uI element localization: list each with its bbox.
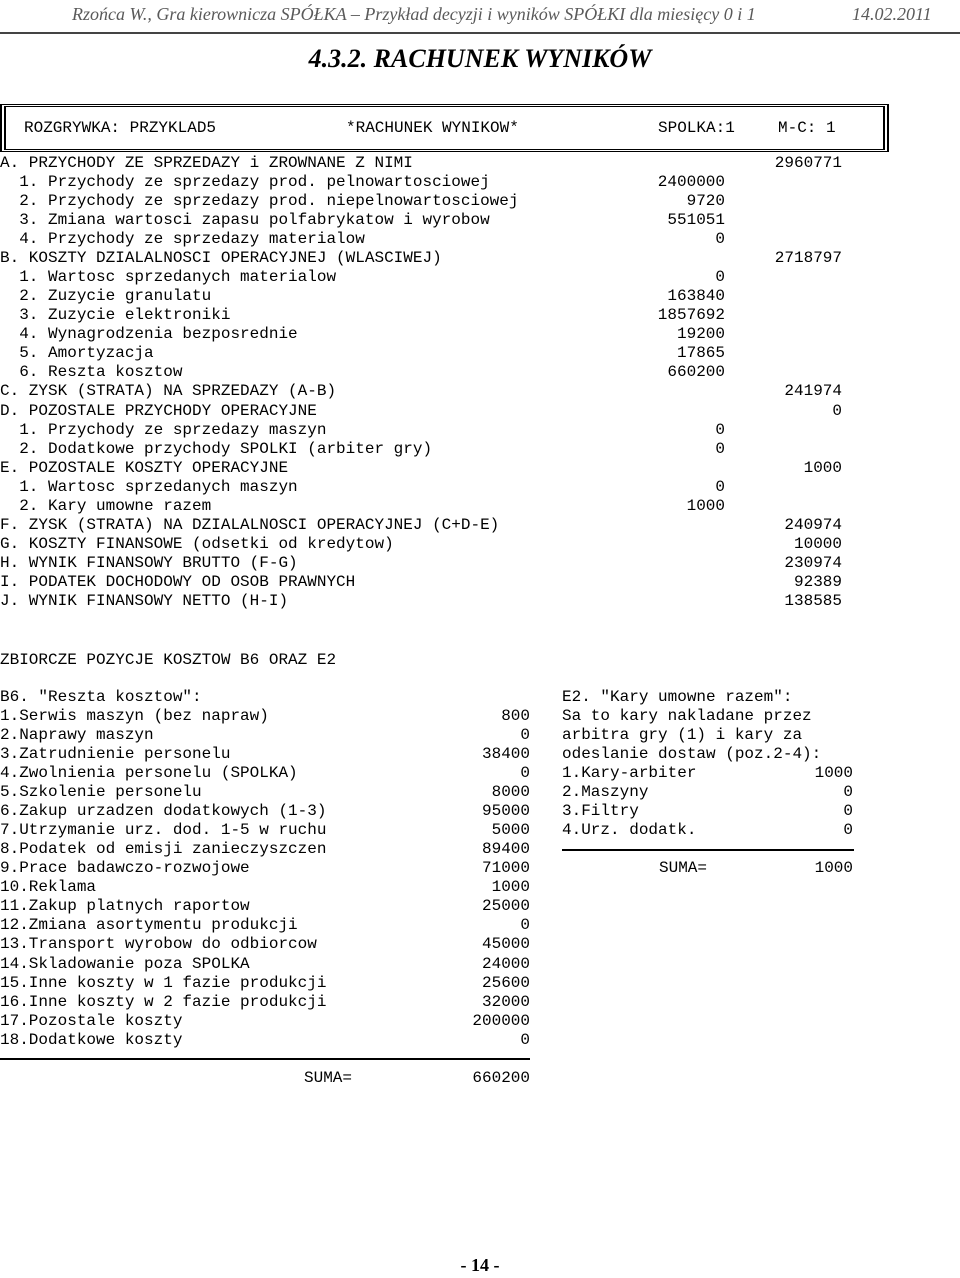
statement-row-label: 3. Zuzycie elektroniki	[0, 306, 231, 324]
statement-row-label: 2. Dodatkowe przychody SPOLKI (arbiter gry)	[0, 440, 433, 458]
statement-row-value: 9720	[686, 192, 725, 210]
b6-item-value: 71000	[481, 859, 530, 877]
statement-row-label: I. PODATEK DOCHODOWY OD OSOB PRAWNYCH	[0, 573, 356, 591]
b6-item-label: 11.Zakup platnych raportow	[0, 897, 250, 915]
statement-row-label: 3. Zmiana wartosci zapasu polfabrykatow i wyrobow	[0, 211, 490, 229]
statement-row-label: C. ZYSK (STRATA) NA SPRZEDAZY (A-B)	[0, 382, 337, 400]
b6-item-label: 7.Utrzymanie urz. dod. 1-5 w ruchu	[0, 821, 327, 839]
b6-item-label: 10.Reklama	[0, 878, 97, 896]
b6-sum-label: SUMA=	[304, 1069, 353, 1087]
statement-row-label: 6. Reszta kosztow	[0, 363, 183, 381]
b6-item-value: 8000	[491, 783, 530, 801]
b6-item-label: 17.Pozostale koszty	[0, 1012, 183, 1030]
game-name: ROZGRYWKA: PRZYKLAD5	[24, 119, 217, 137]
statement-row-value: 0	[715, 478, 725, 496]
statement-row-label: H. WYNIK FINANSOWY BRUTTO (F-G)	[0, 554, 298, 572]
b6-item-value: 32000	[481, 993, 530, 1011]
e2-sum-rule	[562, 849, 854, 851]
statement-row-label: 1. Przychody ze sprzedazy maszyn	[0, 421, 327, 439]
b6-item-value: 24000	[481, 955, 530, 973]
statement-row-label: 1. Wartosc sprzedanych materialow	[0, 268, 337, 286]
statement-row-value: 2400000	[657, 173, 725, 191]
b6-item-value: 0	[520, 764, 530, 782]
b6-item-value: 5000	[491, 821, 530, 839]
b6-item-label: 1.Serwis maszyn (bez napraw)	[0, 707, 269, 725]
b6-item-label: 12.Zmiana asortymentu produkcji	[0, 916, 298, 934]
statement-row-value: 92389	[793, 573, 842, 591]
statement-row-label: G. KOSZTY FINANSOWE (odsetki od kredytow)	[0, 535, 394, 553]
e2-item-label: 1.Kary-arbiter	[562, 764, 697, 782]
b6-heading: B6. "Reszta kosztow":	[0, 688, 202, 706]
statement-row-value: 17865	[676, 344, 725, 362]
statement-row-label: 4. Przychody ze sprzedazy materialow	[0, 230, 365, 248]
b6-item-label: 8.Podatek od emisji zanieczyszczen	[0, 840, 327, 858]
b6-sum-value: 660200	[472, 1069, 530, 1087]
statement-row-value: 1857692	[657, 306, 725, 324]
statement-row-value: 2960771	[774, 154, 842, 172]
statement-row-value: 19200	[676, 325, 725, 343]
statement-row-label: 5. Amortyzacja	[0, 344, 154, 362]
report-name: *RACHUNEK WYNIKOW*	[346, 119, 519, 137]
b6-item-value: 0	[520, 916, 530, 934]
e2-item-value: 0	[843, 802, 853, 820]
b6-item-value: 38400	[481, 745, 530, 763]
e2-desc-line-1: Sa to kary nakladane przez	[562, 707, 812, 725]
b6-item-value: 1000	[491, 878, 530, 896]
statement-row-label: F. ZYSK (STRATA) NA DZIALALNOSCI OPERACYJNEJ (C+D-E)	[0, 516, 500, 534]
b6-item-value: 89400	[481, 840, 530, 858]
e2-item-value: 1000	[814, 764, 853, 782]
statement-row-value: 0	[715, 230, 725, 248]
statement-row-value: 1000	[686, 497, 725, 515]
statement-row-value: 660200	[667, 363, 725, 381]
statement-row-label: 2. Kary umowne razem	[0, 497, 212, 515]
statement-row-value: 138585	[784, 592, 842, 610]
b6-item-label: 13.Transport wyrobow do odbiorcow	[0, 935, 317, 953]
b6-item-value: 200000	[472, 1012, 530, 1030]
statement-row-value: 0	[832, 402, 842, 420]
statement-row-value: 1000	[803, 459, 842, 477]
page-number: - 14 -	[460, 1255, 500, 1275]
e2-sum-value: 1000	[814, 859, 853, 877]
b6-item-label: 18.Dodatkowe koszty	[0, 1031, 183, 1049]
statement-row-label: A. PRZYCHODY ZE SPRZEDAZY i ZROWNANE Z NIMI	[0, 154, 413, 172]
statement-row-label: 2. Przychody ze sprzedazy prod. niepelnowartosciowej	[0, 192, 519, 210]
statement-row-value: 230974	[784, 554, 842, 572]
e2-sum-label: SUMA=	[659, 859, 708, 877]
b6-sum-rule	[0, 1058, 530, 1060]
b6-item-label: 15.Inne koszty w 1 fazie produkcji	[0, 974, 327, 992]
e2-item-label: 2.Maszyny	[562, 783, 649, 801]
b6-item-label: 16.Inne koszty w 2 fazie produkcji	[0, 993, 327, 1011]
e2-item-label: 3.Filtry	[562, 802, 639, 820]
statement-row-label: D. POZOSTALE PRZYCHODY OPERACYJNE	[0, 402, 317, 420]
e2-desc-line-2: arbitra gry (1) i kary za	[562, 726, 803, 744]
b6-item-label: 3.Zatrudnienie personelu	[0, 745, 231, 763]
b6-item-value: 25600	[481, 974, 530, 992]
b6-item-label: 4.Zwolnienia personelu (SPOLKA)	[0, 764, 298, 782]
statement-row-value: 0	[715, 268, 725, 286]
e2-item-label: 4.Urz. dodatk.	[562, 821, 697, 839]
header-rule	[0, 32, 960, 34]
statement-row-value: 2718797	[774, 249, 842, 267]
statement-row-value: 240974	[784, 516, 842, 534]
b6-item-value: 0	[520, 1031, 530, 1049]
statement-row-value: 163840	[667, 287, 725, 305]
b6-item-value: 95000	[481, 802, 530, 820]
b6-item-label: 2.Naprawy maszyn	[0, 726, 154, 744]
b6-item-value: 25000	[481, 897, 530, 915]
statement-row-value: 10000	[793, 535, 842, 553]
document-header-title: Rzońca W., Gra kierownicza SPÓŁKA – Przykład decyzji i wyników SPÓŁKI dla miesięcy 0 i 1	[72, 4, 756, 24]
document-header-date: 14.02.2011	[852, 4, 932, 24]
b6-item-value: 0	[520, 726, 530, 744]
company-label: SPOLKA:1	[658, 119, 735, 137]
b6-item-label: 5.Szkolenie personelu	[0, 783, 202, 801]
statement-row-label: 1. Przychody ze sprzedazy prod. pelnowartosciowej	[0, 173, 490, 191]
statement-row-label: 1. Wartosc sprzedanych maszyn	[0, 478, 298, 496]
e2-item-value: 0	[843, 783, 853, 801]
statement-row-value: 0	[715, 421, 725, 439]
statement-row-value: 551051	[667, 211, 725, 229]
b6-item-label: 14.Skladowanie poza SPOLKA	[0, 955, 250, 973]
b6-item-label: 9.Prace badawczo-rozwojowe	[0, 859, 250, 877]
statement-row-value: 241974	[784, 382, 842, 400]
statement-row-label: J. WYNIK FINANSOWY NETTO (H-I)	[0, 592, 289, 610]
month-label: M-C: 1	[778, 119, 836, 137]
e2-heading: E2. "Kary umowne razem":	[562, 688, 793, 706]
statement-row-label: E. POZOSTALE KOSZTY OPERACYJNE	[0, 459, 289, 477]
b6-item-label: 6.Zakup urzadzen dodatkowych (1-3)	[0, 802, 327, 820]
statement-row-label: B. KOSZTY DZIALALNOSCI OPERACYJNEJ (WLASCIWEJ)	[0, 249, 442, 267]
b6-item-value: 45000	[481, 935, 530, 953]
e2-desc-line-3: odeslanie dostaw (poz.2-4):	[562, 745, 822, 763]
section-title: 4.3.2. RACHUNEK WYNIKÓW	[308, 44, 652, 73]
e2-item-value: 0	[843, 821, 853, 839]
summary-title: ZBIORCZE POZYCJE KOSZTOW B6 ORAZ E2	[0, 651, 337, 669]
statement-row-label: 2. Zuzycie granulatu	[0, 287, 212, 305]
statement-row-value: 0	[715, 440, 725, 458]
b6-item-value: 800	[501, 707, 530, 725]
statement-row-label: 4. Wynagrodzenia bezposrednie	[0, 325, 298, 343]
